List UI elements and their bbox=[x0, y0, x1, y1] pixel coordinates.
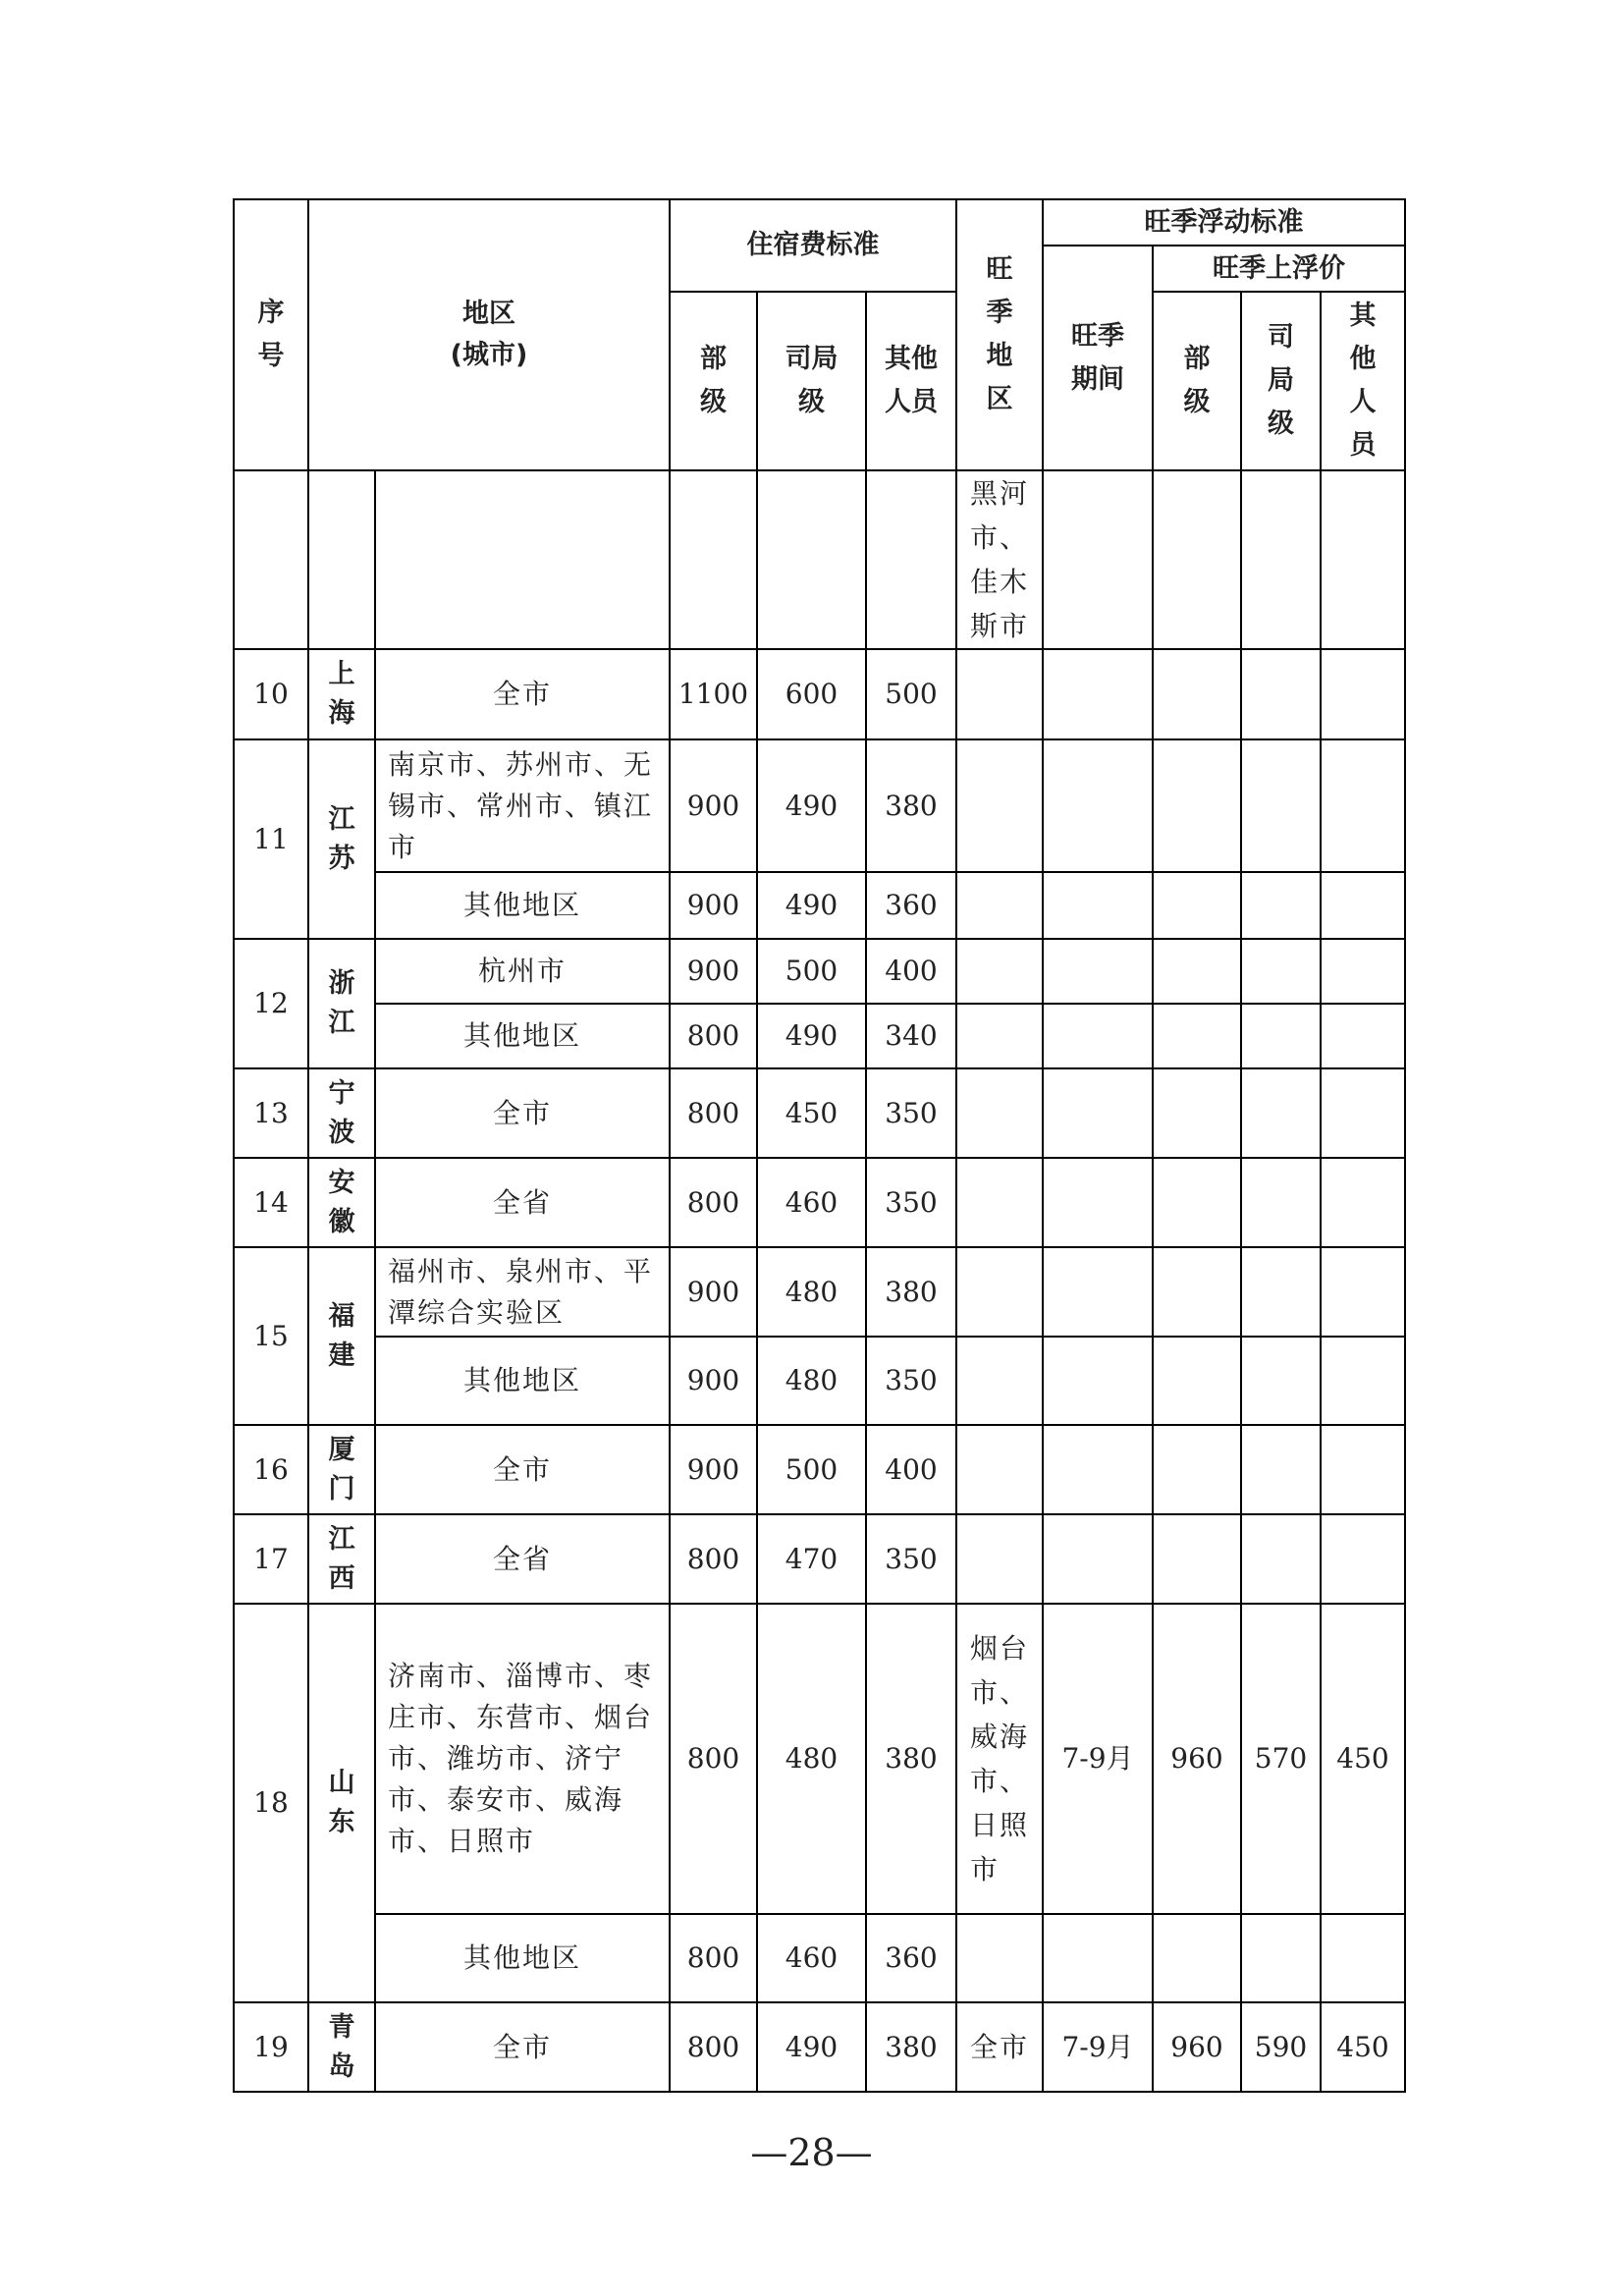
table-row bbox=[234, 739, 1405, 872]
ministerial-cell: 800 bbox=[670, 2002, 757, 2092]
ministerial-cell: 900 bbox=[670, 872, 757, 939]
page-number: —28— bbox=[750, 2131, 873, 2174]
seq-cell: 15 bbox=[234, 1247, 308, 1425]
seq-cell: 14 bbox=[234, 1158, 308, 1247]
province-cell: 浙江 bbox=[308, 939, 375, 1068]
province-cell: 厦门 bbox=[308, 1425, 375, 1514]
others-cell: 350 bbox=[866, 1158, 956, 1247]
table-row bbox=[234, 1004, 1405, 1068]
bureau-cell: 600 bbox=[757, 649, 866, 739]
bureau-cell: 490 bbox=[757, 739, 866, 872]
province-cell: 山东 bbox=[308, 1604, 375, 2002]
header-peak-ministerial: 部级 bbox=[1153, 292, 1241, 470]
province-cell: 青岛 bbox=[308, 2002, 375, 2092]
bureau-cell: 500 bbox=[757, 1425, 866, 1514]
header-peak-price: 旺季上浮价 bbox=[1153, 246, 1405, 292]
ministerial-cell: 900 bbox=[670, 1425, 757, 1514]
area-cell: 全省 bbox=[375, 1514, 670, 1604]
header-peak-area: 旺季地区 bbox=[956, 199, 1043, 470]
area-cell: 全省 bbox=[375, 1158, 670, 1247]
ministerial-cell: 800 bbox=[670, 1514, 757, 1604]
area-cell: 其他地区 bbox=[375, 1914, 670, 2002]
area-cell: 济南市、淄博市、枣庄市、东营市、烟台市、潍坊市、济宁市、泰安市、威海市、日照市 bbox=[375, 1604, 670, 1914]
province-cell: 福建 bbox=[308, 1247, 375, 1425]
ministerial-cell: 800 bbox=[670, 1604, 757, 1914]
others-cell: 400 bbox=[866, 939, 956, 1004]
others-cell: 360 bbox=[866, 1914, 956, 2002]
province-cell: 宁波 bbox=[308, 1068, 375, 1158]
area-cell: 杭州市 bbox=[375, 939, 670, 1004]
others-cell: 380 bbox=[866, 1604, 956, 1914]
header-peak-bureau: 司局级 bbox=[1241, 292, 1321, 470]
table-row bbox=[234, 649, 1405, 739]
others-cell: 380 bbox=[866, 739, 956, 872]
table-row bbox=[234, 939, 1405, 1004]
table-row bbox=[234, 2002, 1405, 2092]
lodging-standard-table bbox=[233, 198, 1406, 2093]
bureau-cell: 460 bbox=[757, 1914, 866, 2002]
seq-cell: 13 bbox=[234, 1068, 308, 1158]
bureau-cell: 490 bbox=[757, 872, 866, 939]
header-region: 地区 (城市) bbox=[308, 199, 670, 470]
province-cell: 安徽 bbox=[308, 1158, 375, 1247]
others-cell: 360 bbox=[866, 872, 956, 939]
header-seq: 序号 bbox=[234, 199, 308, 470]
table-row bbox=[234, 1425, 1405, 1514]
area-cell: 其他地区 bbox=[375, 1337, 670, 1425]
province-cell: 上海 bbox=[308, 649, 375, 739]
area-cell: 福州市、泉州市、平潭综合实验区 bbox=[375, 1247, 670, 1337]
area-cell: 全市 bbox=[375, 1425, 670, 1514]
table-row bbox=[234, 872, 1405, 939]
area-cell: 全市 bbox=[375, 2002, 670, 2092]
bureau-cell: 490 bbox=[757, 2002, 866, 2092]
bureau-cell: 480 bbox=[757, 1337, 866, 1425]
peak-period-cell: 7-9月 bbox=[1043, 1604, 1153, 1914]
header-ministerial: 部级 bbox=[670, 292, 757, 470]
area-cell: 南京市、苏州市、无锡市、常州市、镇江市 bbox=[375, 739, 670, 872]
ministerial-cell: 800 bbox=[670, 1914, 757, 2002]
table-row bbox=[234, 1158, 1405, 1247]
bureau-cell: 500 bbox=[757, 939, 866, 1004]
bureau-cell: 470 bbox=[757, 1514, 866, 1604]
peak-others-cell: 450 bbox=[1321, 1604, 1405, 1914]
table-row bbox=[234, 1337, 1405, 1425]
ministerial-cell: 900 bbox=[670, 739, 757, 872]
bureau-cell: 460 bbox=[757, 1158, 866, 1247]
table-row bbox=[234, 470, 1405, 649]
seq-cell: 17 bbox=[234, 1514, 308, 1604]
province-cell: 江西 bbox=[308, 1514, 375, 1604]
table-row bbox=[234, 1514, 1405, 1604]
area-cell: 全市 bbox=[375, 1068, 670, 1158]
others-cell: 350 bbox=[866, 1337, 956, 1425]
table-row bbox=[234, 1914, 1405, 2002]
ministerial-cell: 800 bbox=[670, 1004, 757, 1068]
seq-cell: 18 bbox=[234, 1604, 308, 2002]
ministerial-cell: 900 bbox=[670, 1337, 757, 1425]
peak-ministerial-cell: 960 bbox=[1153, 2002, 1241, 2092]
bureau-cell: 450 bbox=[757, 1068, 866, 1158]
others-cell: 340 bbox=[866, 1004, 956, 1068]
table-row bbox=[234, 1247, 1405, 1337]
ministerial-cell: 900 bbox=[670, 1247, 757, 1337]
seq-cell: 16 bbox=[234, 1425, 308, 1514]
others-cell: 500 bbox=[866, 649, 956, 739]
bureau-cell: 490 bbox=[757, 1004, 866, 1068]
others-cell: 350 bbox=[866, 1514, 956, 1604]
peak-period-cell: 7-9月 bbox=[1043, 2002, 1153, 2092]
seq-cell: 19 bbox=[234, 2002, 308, 2092]
area-cell: 全市 bbox=[375, 649, 670, 739]
table-row bbox=[234, 1068, 1405, 1158]
ministerial-cell: 800 bbox=[670, 1158, 757, 1247]
ministerial-cell: 900 bbox=[670, 939, 757, 1004]
peak-bureau-cell: 570 bbox=[1241, 1604, 1321, 1914]
peak-bureau-cell: 590 bbox=[1241, 2002, 1321, 2092]
others-cell: 380 bbox=[866, 2002, 956, 2092]
header-bureau: 司局级 bbox=[757, 292, 866, 470]
seq-cell: 12 bbox=[234, 939, 308, 1068]
ministerial-cell: 800 bbox=[670, 1068, 757, 1158]
header-peak-period: 旺季期间 bbox=[1043, 246, 1153, 470]
others-cell: 350 bbox=[866, 1068, 956, 1158]
bureau-cell: 480 bbox=[757, 1247, 866, 1337]
area-cell: 其他地区 bbox=[375, 872, 670, 939]
peak-area-cell: 全市 bbox=[956, 2002, 1043, 2092]
header-others: 其他人员 bbox=[866, 292, 956, 470]
header-peak-others: 其他人员 bbox=[1321, 292, 1405, 470]
peak-others-cell: 450 bbox=[1321, 2002, 1405, 2092]
table-row bbox=[234, 1604, 1405, 1914]
province-cell: 江苏 bbox=[308, 739, 375, 939]
peak-area-cell: 黑河市、佳木斯市 bbox=[956, 470, 1043, 649]
seq-cell: 10 bbox=[234, 649, 308, 739]
others-cell: 400 bbox=[866, 1425, 956, 1514]
peak-ministerial-cell: 960 bbox=[1153, 1604, 1241, 1914]
bureau-cell: 480 bbox=[757, 1604, 866, 1914]
peak-area-cell: 烟台市、威海市、日照市 bbox=[956, 1604, 1043, 1914]
others-cell: 380 bbox=[866, 1247, 956, 1337]
header-lodging: 住宿费标准 bbox=[670, 199, 956, 292]
header-peak-standard: 旺季浮动标准 bbox=[1043, 199, 1405, 246]
ministerial-cell: 1100 bbox=[670, 649, 757, 739]
seq-cell: 11 bbox=[234, 739, 308, 939]
area-cell: 其他地区 bbox=[375, 1004, 670, 1068]
